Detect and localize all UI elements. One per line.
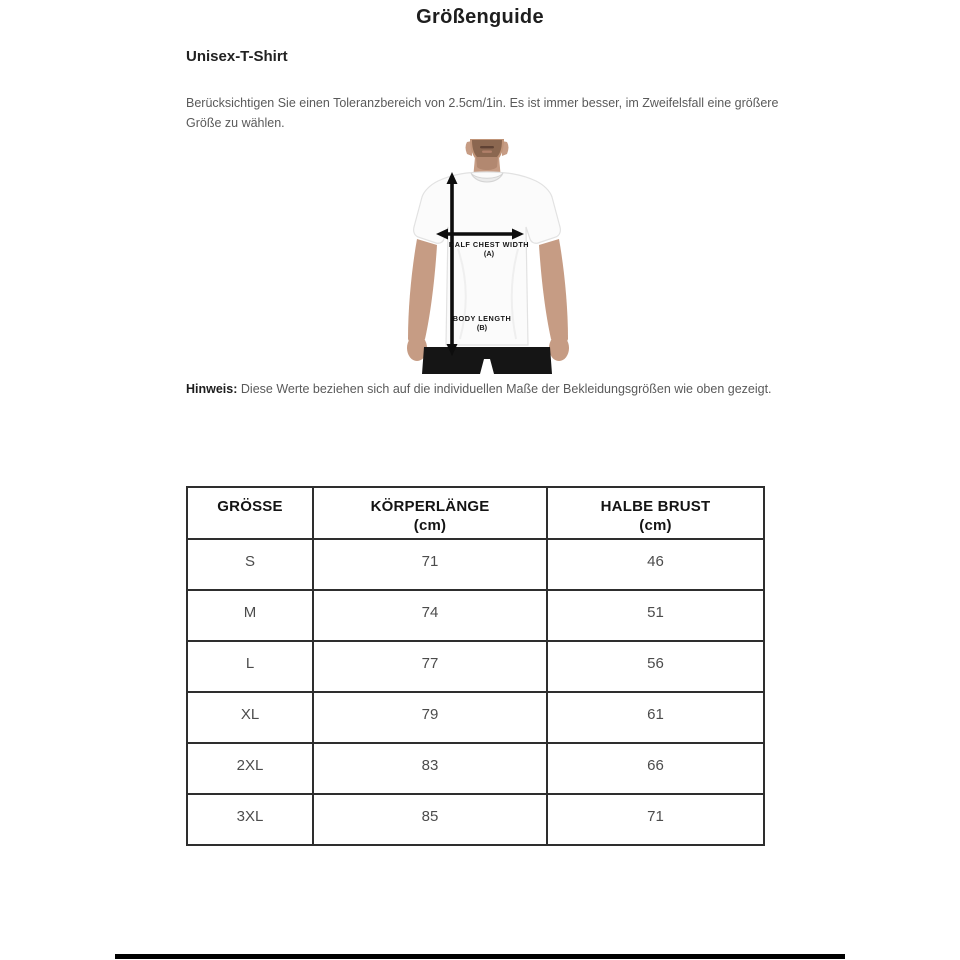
table-row — [187, 590, 764, 641]
table-row — [187, 743, 764, 794]
body-length-label: BODY LENGTH — [452, 314, 512, 323]
chest-cell: 61 — [547, 692, 764, 743]
tshirt-measurement-image — [398, 127, 578, 375]
length-cell: 71 — [313, 539, 547, 590]
table-row — [187, 641, 764, 692]
half-chest-width-label: HALF CHEST WIDTH — [448, 240, 530, 249]
size-cell: 2XL — [187, 743, 313, 794]
length-cell: 77 — [313, 641, 547, 692]
body-length-letter: (B) — [476, 323, 488, 332]
length-cell: 79 — [313, 692, 547, 743]
size-table-body — [187, 539, 764, 845]
chest-cell: 51 — [547, 590, 764, 641]
table-row — [187, 692, 764, 743]
product-name: Unisex-T-Shirt — [186, 48, 288, 65]
size-table-header-row — [187, 487, 764, 539]
length-cell: 83 — [313, 743, 547, 794]
table-row — [187, 794, 764, 845]
size-cell: 3XL — [187, 794, 313, 845]
hinweis-note — [186, 382, 886, 396]
header-size: GRÖSSE — [187, 487, 313, 539]
table-row — [187, 539, 764, 590]
header-half-chest: HALBE BRUST (cm) — [547, 487, 764, 539]
header-body-length: KÖRPERLÄNGE (cm) — [313, 487, 547, 539]
size-cell: S — [187, 539, 313, 590]
chest-cell: 56 — [547, 641, 764, 692]
size-cell: M — [187, 590, 313, 641]
size-table — [186, 486, 765, 846]
hinweis-label: Hinweis: — [186, 382, 238, 396]
mouth — [480, 146, 494, 148]
hinweis-text: Diese Werte beziehen sich auf die individuellen Maße der Bekleidungsgrößen wie oben gezeigt. — [240, 382, 772, 396]
length-cell: 74 — [313, 590, 547, 641]
bottom-bar — [115, 954, 845, 959]
tolerance-note: Berücksichtigen Sie einen Toleranzbereich von 2.5cm/1in. Es ist immer besser, im Zweifelsfall eine größere Größe zu wählen. — [186, 96, 779, 130]
half-chest-width-letter: (A) — [483, 249, 495, 258]
chest-cell: 66 — [547, 743, 764, 794]
size-cell: XL — [187, 692, 313, 743]
tshirt-photo — [398, 127, 578, 375]
page-title: Größenguide — [416, 6, 544, 28]
chest-cell: 71 — [547, 794, 764, 845]
size-cell: L — [187, 641, 313, 692]
length-cell: 85 — [313, 794, 547, 845]
chest-cell: 46 — [547, 539, 764, 590]
